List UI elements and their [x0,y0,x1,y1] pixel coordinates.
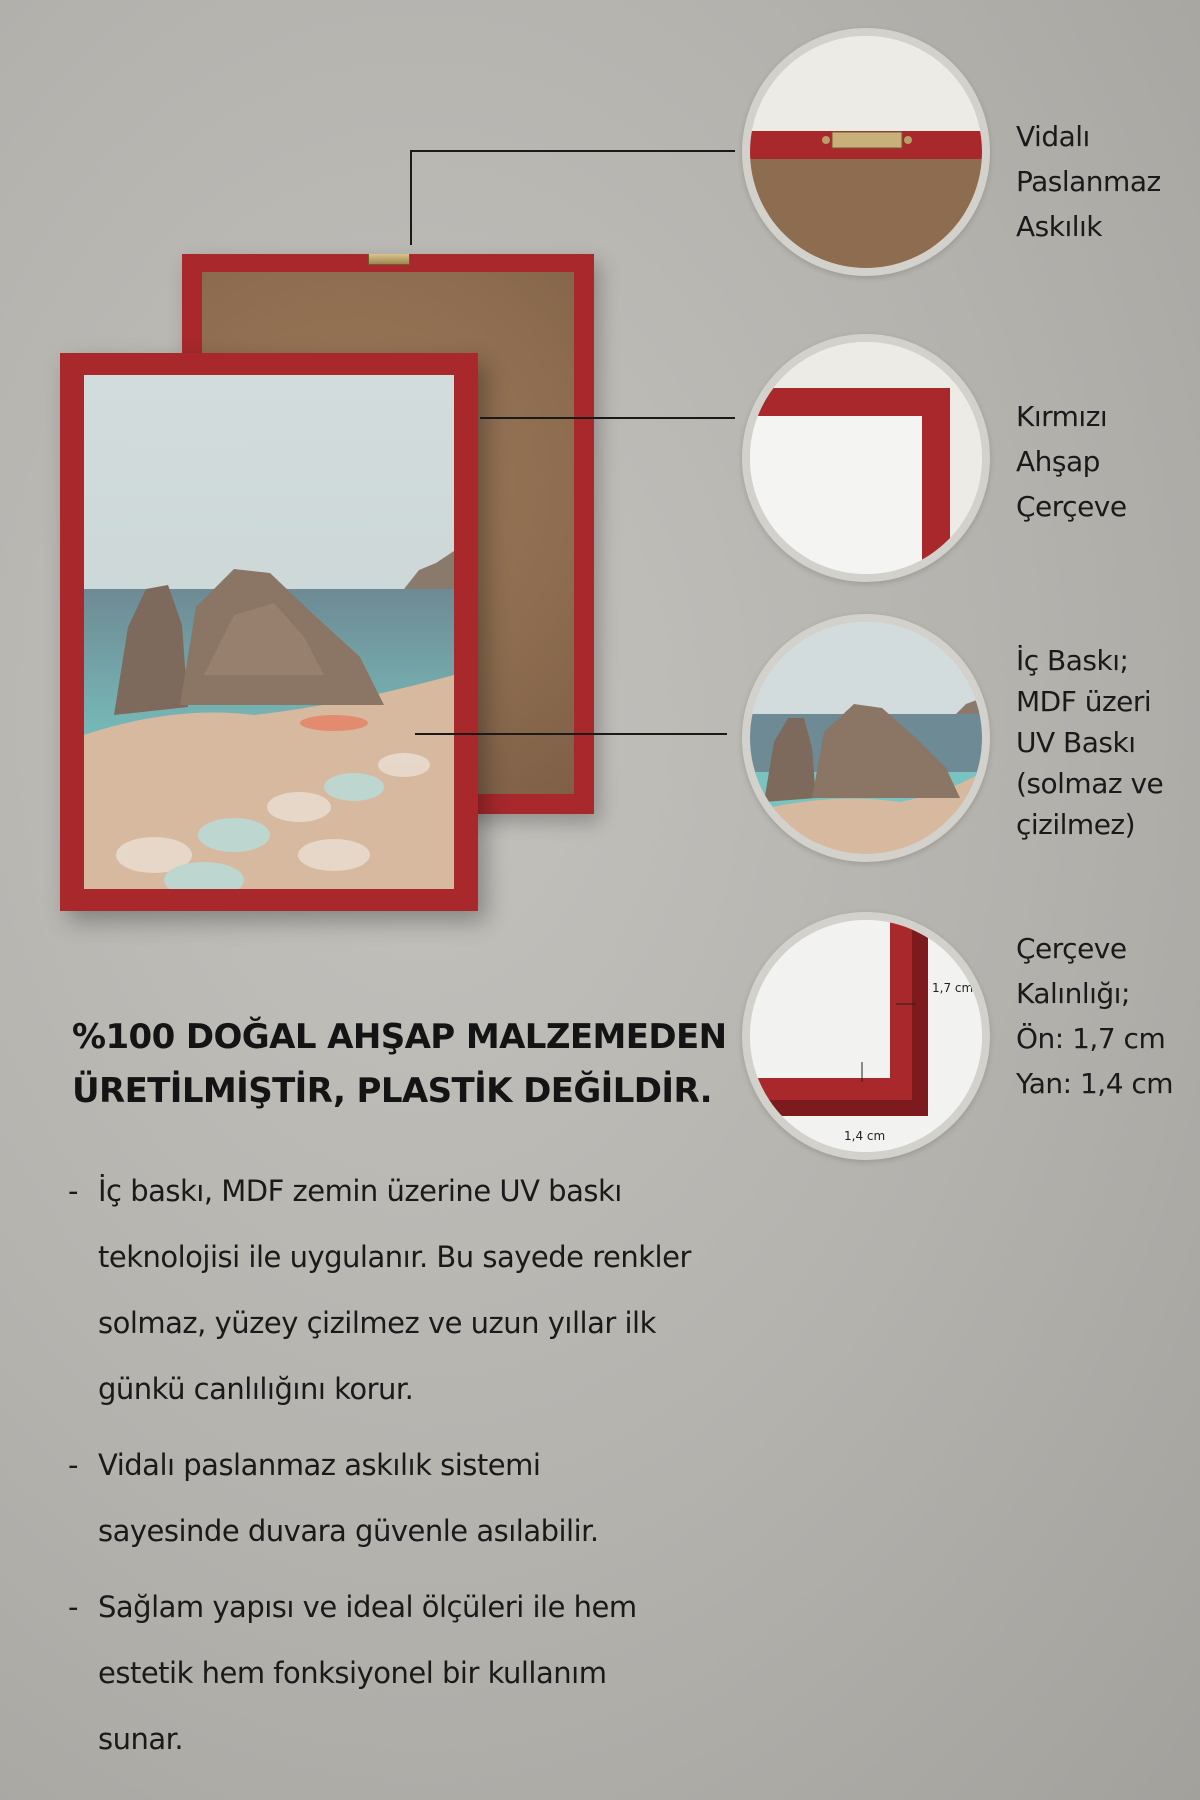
hanger-icon [368,254,410,265]
list-item: - Vidalı paslanmaz askılık sistemi sayesinde duvara güvenle asılabilir. [68,1432,788,1564]
list-item: - Sağlam yapısı ve ideal ölçüleri ile hem estetik hem fonksiyonel bir kullanım sunar. [68,1574,788,1772]
frame-corner-icon [742,334,990,582]
callout-label-print: İç Baskı; MDF üzeri UV Baskı (solmaz ve çizilmez) [1016,644,1164,841]
callout-line-hanger-vertical [410,150,412,245]
bullet-marker: - [68,1174,78,1208]
headline: %100 DOĞAL AHŞAP MALZEMEDEN ÜRETİLMİŞTİR, PLASTİK DEĞİLDİR. [72,1017,727,1111]
print-detail-icon [742,614,990,862]
frame-front-view [60,353,478,911]
frame-thickness-icon [742,912,990,1160]
callout-label-thickness: Çerçeve Kalınlığı; Ön: 1,7 cm Yan: 1,4 cm [1016,932,1174,1100]
bullet-marker: - [68,1590,78,1624]
callout-line-print [415,733,727,735]
list-item: - İç baskı, MDF zemin üzerine UV baskı teknolojisi ile uygulanır. Bu sayede renkler solmaz, yüzey çizilmez ve uzun yıllar ilk günkü canlılığını korur. [68,1158,788,1422]
callout-line-hanger-horizontal [410,150,735,152]
callout-label-frame: Kırmızı Ahşap Çerçeve [1016,400,1127,523]
beach-print-image [84,375,454,889]
feature-list [68,1158,788,1782]
hanger-detail-icon [742,28,990,276]
bullet-marker: - [68,1448,78,1482]
dimension-front-label: 1,7 cm [932,981,974,995]
callout-label-hanger: Vidalı Paslanmaz Askılık [1016,120,1161,243]
callout-line-frame [480,417,735,419]
dimension-side-label: 1,4 cm [844,1129,886,1143]
